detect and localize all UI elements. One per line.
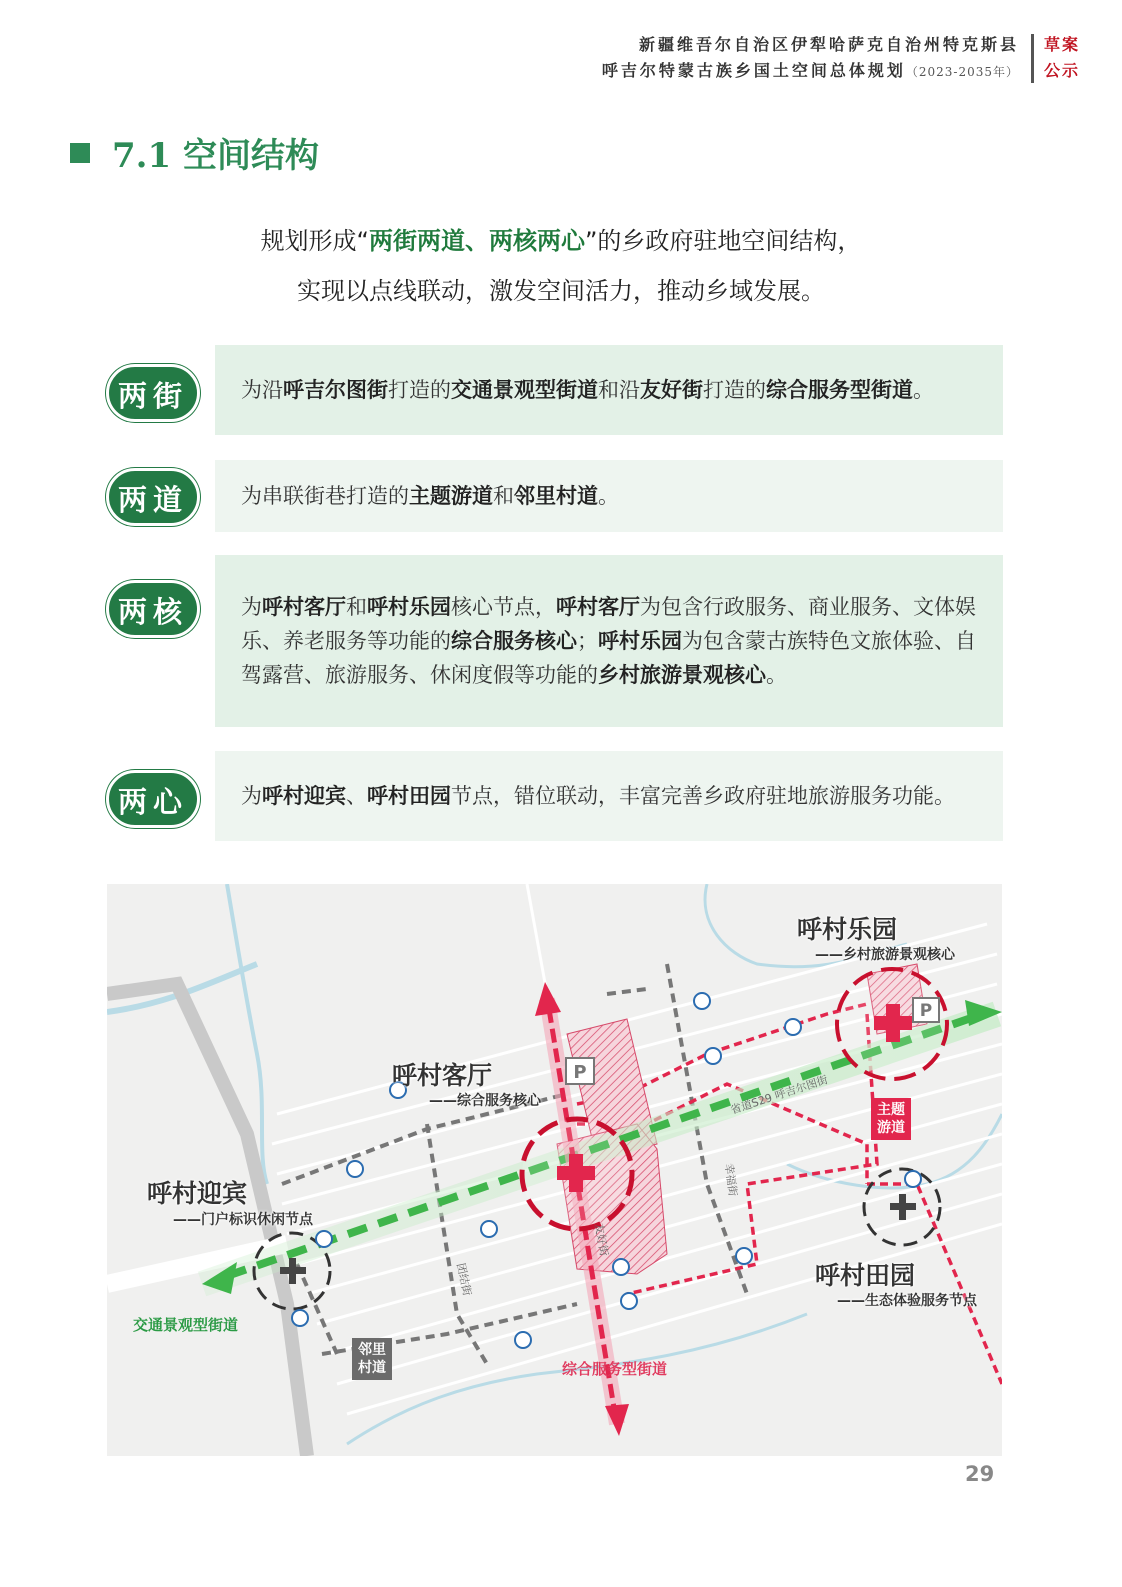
text-run: ；	[577, 629, 598, 653]
block-two-cores	[215, 555, 1003, 727]
text-run: 为沿	[241, 378, 283, 402]
section-square-icon	[70, 143, 90, 163]
intro-line2: 实现以点线联动，激发空间活力，推动乡域发展。	[297, 277, 825, 305]
neighbor-path-tag-line1: 邻里	[358, 1342, 386, 1358]
plan-title-line1: 新疆维吾尔自治区伊犁哈萨克自治州特克斯县	[638, 35, 1019, 54]
bold-term: 呼村迎宾	[262, 784, 346, 808]
text-run: 。	[913, 378, 934, 402]
bold-term: 呼吉尔图街	[283, 378, 388, 402]
ying-bin-label: 呼村迎宾	[147, 1179, 248, 1208]
block-two-centers-text	[241, 779, 977, 813]
map-drawing	[107, 884, 1002, 1456]
svg-text:P: P	[919, 1001, 933, 1021]
spatial-structure-map	[107, 884, 1002, 1456]
neighbor-path-tag-line2: 村道	[358, 1360, 386, 1376]
red-arrow-north-icon	[535, 982, 561, 1016]
plan-title-line2-text: 呼吉尔特蒙古族乡国土空间总体规划	[601, 61, 906, 80]
neighbor-path-tag	[352, 1338, 392, 1380]
draft-label	[1044, 32, 1080, 85]
bold-term: 综合服务核心	[451, 629, 577, 653]
intro-line1	[0, 216, 1122, 266]
street-label-xingfu: 幸福街	[722, 1162, 740, 1198]
ke-ting-sublabel: ——综合服务核心	[429, 1093, 541, 1109]
text-run: 打造的	[703, 378, 766, 402]
block-two-paths	[215, 460, 1003, 532]
text-run: 为	[241, 784, 262, 808]
tian-yuan-sublabel: ——生态体验服务节点	[837, 1293, 977, 1309]
draft-line2: 公示	[1043, 61, 1080, 80]
intro-line1-pre: 规划形成“	[260, 227, 369, 255]
draft-line1: 草案	[1043, 35, 1080, 54]
street-label-youhao: 友好街	[592, 1222, 611, 1258]
text-run: 打造的	[388, 378, 451, 402]
bold-term: 主题游道	[409, 484, 493, 508]
le-yuan-sublabel: ——乡村旅游景观核心	[815, 947, 955, 963]
ying-bin-sublabel: ——门户标识休闲节点	[173, 1212, 313, 1228]
page-number: 29	[965, 1462, 995, 1486]
bold-term: 乡村旅游景观核心	[598, 663, 766, 687]
intro-highlight: 两街两道、两核两心	[369, 227, 585, 255]
bold-term: 呼村客厅	[262, 595, 346, 619]
bold-term: 呼村客厅	[556, 595, 640, 619]
le-yuan-label: 呼村乐园	[797, 915, 898, 944]
bold-term: 交通景观型街道	[451, 378, 598, 402]
green-street-label: 交通景观型街道	[133, 1316, 239, 1334]
text-run: 为	[241, 595, 262, 619]
text-run: 核心节点，	[451, 595, 556, 619]
text-run: 节点，错位联动，丰富完善乡政府驻地旅游服务功能。	[451, 784, 955, 808]
section-heading	[70, 128, 319, 177]
header-divider	[1031, 34, 1034, 83]
badge-two-cores: 两核	[106, 580, 200, 638]
bold-term: 综合服务型街道	[766, 378, 913, 402]
plan-title-line2	[602, 58, 1019, 85]
text-run: 和沿	[598, 378, 640, 402]
text-run: 为串联街巷打造的	[241, 484, 409, 508]
theme-path-tag	[871, 1098, 911, 1140]
intro-text	[0, 216, 1122, 316]
ke-ting-label: 呼村客厅	[392, 1061, 493, 1090]
bold-term: 呼村乐园	[598, 629, 682, 653]
plan-title	[602, 32, 1019, 85]
tian-yuan-label: 呼村田园	[815, 1261, 916, 1290]
badge-two-paths: 两道	[106, 468, 200, 526]
tian-yuan-cross-icon	[890, 1194, 916, 1220]
block-two-cores-text	[241, 590, 977, 692]
block-two-streets	[215, 345, 1003, 435]
text-run: 为包含行政服务、商业服务、文体娱乐、养老服务等功能的	[241, 595, 976, 653]
bold-term: 邻里村道	[514, 484, 598, 508]
text-run: 。	[598, 484, 619, 508]
plan-years: （2023-2035年）	[905, 65, 1019, 79]
bold-term: 友好街	[640, 378, 703, 402]
theme-path-tag-line1: 主题	[877, 1102, 905, 1118]
street-label-s29: 省道S29 呼吉尔图街	[728, 1073, 830, 1117]
text-run: 、	[346, 784, 367, 808]
svg-text:P: P	[573, 1062, 587, 1083]
bold-term: 呼村乐园	[367, 595, 451, 619]
block-two-centers	[215, 751, 1003, 841]
block-two-streets-text	[241, 373, 977, 407]
section-title: 7.1 空间结构	[112, 136, 319, 176]
theme-path-tag-line2: 游道	[877, 1120, 905, 1136]
intro-line1-post: ”的乡政府驻地空间结构，	[585, 227, 862, 255]
river	[347, 1314, 807, 1444]
bold-term: 呼村田园	[367, 784, 451, 808]
page-header	[602, 32, 1080, 85]
parking-icon-2	[913, 998, 939, 1022]
text-run: 为包含蒙古族特色文旅体验、自驾露营、旅游服务、休闲度假等功能的	[241, 629, 976, 687]
red-street-label: 综合服务型街道	[562, 1360, 668, 1378]
text-run: 和	[346, 595, 367, 619]
street-label-tuanjie: 团结街	[454, 1261, 474, 1297]
badge-two-centers: 两心	[106, 770, 200, 828]
text-run: 。	[766, 663, 787, 687]
parking-icon-1	[566, 1058, 594, 1084]
block-two-paths-text	[241, 479, 977, 513]
text-run: 和	[493, 484, 514, 508]
badge-two-streets: 两街	[106, 364, 200, 422]
